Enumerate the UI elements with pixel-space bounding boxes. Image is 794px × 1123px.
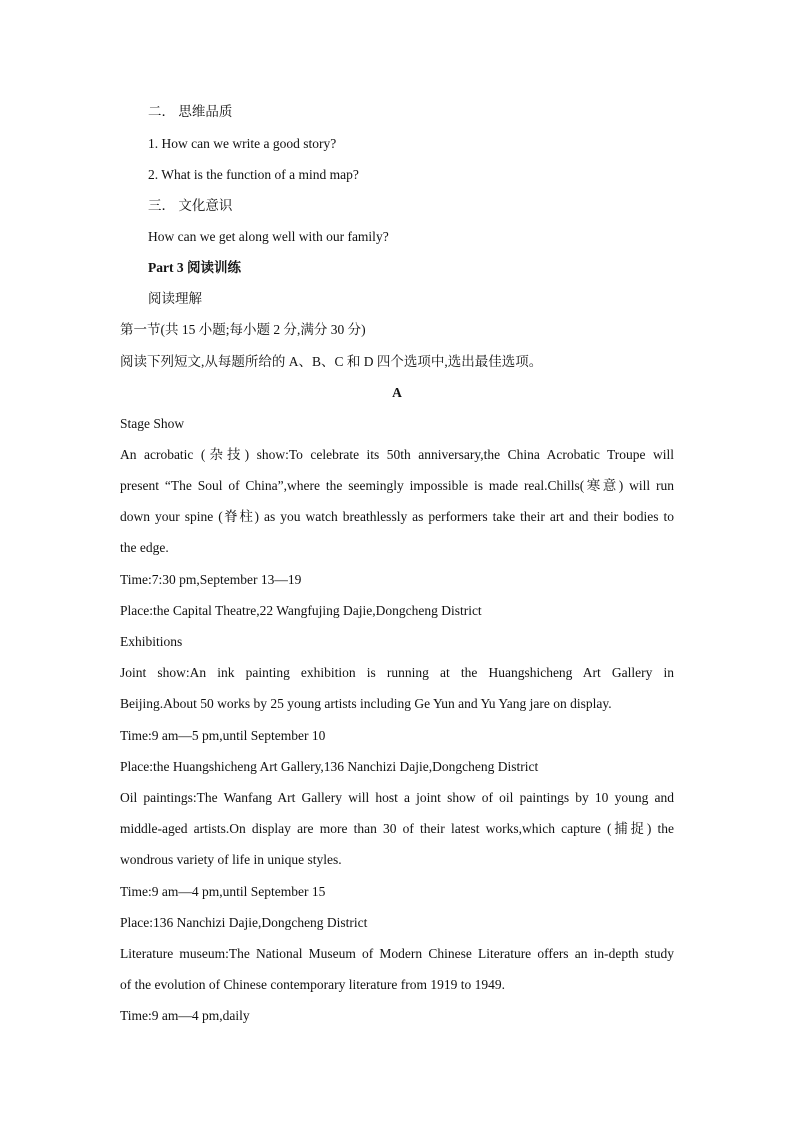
culture-question: How can we get along well with our family? — [148, 229, 389, 244]
passage-line: Time:9 am—5 pm,until September 10 — [120, 728, 326, 743]
passage-label: A — [392, 385, 402, 400]
passage-line: down your spine (脊柱) as you watch breathlessly as performers take their art and their bodies to — [120, 509, 674, 524]
passage-line: Oil paintings:The Wanfang Art Gallery will host a joint show of oil paintings by 10 young and — [120, 790, 674, 805]
part3-subtitle: 阅读理解 — [148, 291, 202, 306]
passage-line: An acrobatic (杂技) show:To celebrate its 50th anniversary,the China Acrobatic Troupe will — [120, 447, 674, 462]
passage-line: Place:the Capital Theatre,22 Wangfujing Dajie,Dongcheng District — [120, 603, 482, 618]
passage-line: Time:9 am—4 pm,until September 15 — [120, 884, 326, 899]
passage-line: the edge. — [120, 540, 169, 555]
part3-title: Part 3 阅读训练 — [148, 260, 241, 275]
question-1: 1. How can we write a good story? — [148, 136, 337, 151]
passage-line: Joint show:An ink painting exhibition is running at the Huangshicheng Art Gallery in — [120, 665, 674, 680]
section-three-heading: 三． 文化意识 — [148, 198, 233, 213]
section-two-heading: 二． 思维品质 — [148, 104, 233, 119]
section-info: 第一节(共 15 小题;每小题 2 分,满分 30 分) — [120, 322, 366, 337]
passage-line: Stage Show — [120, 416, 185, 431]
instruction: 阅读下列短文,从每题所给的 A、B、C 和 D 四个选项中,选出最佳选项。 — [120, 354, 543, 369]
passage-line: Time:9 am—4 pm,daily — [120, 1008, 250, 1023]
passage-line: middle-aged artists.On display are more than 30 of their latest works,which capture (捕捉) the — [120, 821, 674, 836]
passage-line: Exhibitions — [120, 634, 183, 649]
passage-line: Beijing.About 50 works by 25 young artists including Ge Yun and Yu Yang jare on display. — [120, 696, 612, 711]
passage-line: Literature museum:The National Museum of Modern Chinese Literature offers an in-depth study — [120, 946, 674, 961]
passage-line: wondrous variety of life in unique styles. — [120, 852, 342, 867]
question-2: 2. What is the function of a mind map? — [148, 167, 359, 182]
passage-line: present “The Soul of China”,where the seemingly impossible is made real.Chills(寒意) will run — [120, 478, 674, 493]
passage-line: Place:the Huangshicheng Art Gallery,136 Nanchizi Dajie,Dongcheng District — [120, 759, 539, 774]
passage-line: of the evolution of Chinese contemporary literature from 1919 to 1949. — [120, 977, 506, 992]
passage-line: Place:136 Nanchizi Dajie,Dongcheng District — [120, 915, 368, 930]
passage-line: Time:7:30 pm,September 13—19 — [120, 572, 302, 587]
